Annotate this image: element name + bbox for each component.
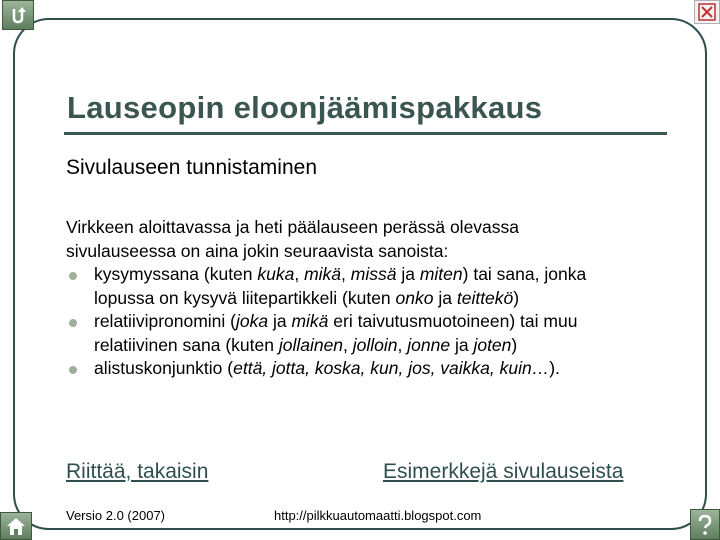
question-mark-icon [696, 514, 714, 536]
title-divider [64, 132, 667, 135]
home-icon [5, 516, 27, 536]
return-arrow-icon [8, 5, 28, 25]
bullet-dot-icon [69, 319, 77, 327]
help-button[interactable] [690, 509, 720, 540]
bullet-line: relatiivinen sana (kuten jollainen, jolloin, jonne ja joten) [94, 334, 518, 355]
close-icon [698, 3, 716, 21]
intro-line: sivulauseessa on aina jokin seuraavista sanoista: [66, 240, 449, 261]
bullet-item [66, 310, 706, 357]
bullet-item [66, 357, 706, 381]
footer-url: http://pilkkuautomaatti.blogspot.com [274, 508, 482, 523]
bullet-line: relatiivipronomini (joka ja mikä eri taivutusmuotoineen) tai muu [94, 311, 578, 331]
back-link[interactable]: Riittää, takaisin [66, 460, 209, 483]
bullet-line: kysymyssana (kuten kuka, mikä, missä ja miten) tai sana, jonka [94, 264, 587, 284]
intro-line: Virkkeen aloittavassa ja heti päälauseen perässä olevassa [66, 217, 520, 237]
back-button[interactable] [2, 0, 34, 30]
bullet-dot-icon [69, 272, 77, 280]
examples-link[interactable]: Esimerkkejä sivulauseista [383, 460, 624, 483]
close-button[interactable] [694, 0, 720, 24]
bullet-line: alistuskonjunktio (että, jotta, koska, kun, jos, vaikka, kuin…). [94, 358, 560, 378]
slide-body [66, 216, 706, 381]
bullet-line: lopussa on kysyvä liitepartikkeli (kuten onko ja teittekö) [94, 287, 520, 308]
slide-title: Lauseopin eloonjäämispakkaus [67, 90, 543, 125]
version-label: Versio 2.0 (2007) [66, 508, 166, 523]
bullet-dot-icon [69, 366, 77, 374]
bullet-item [66, 263, 706, 310]
slide-subtitle: Sivulauseen tunnistaminen [66, 156, 317, 179]
home-button[interactable] [0, 512, 32, 540]
